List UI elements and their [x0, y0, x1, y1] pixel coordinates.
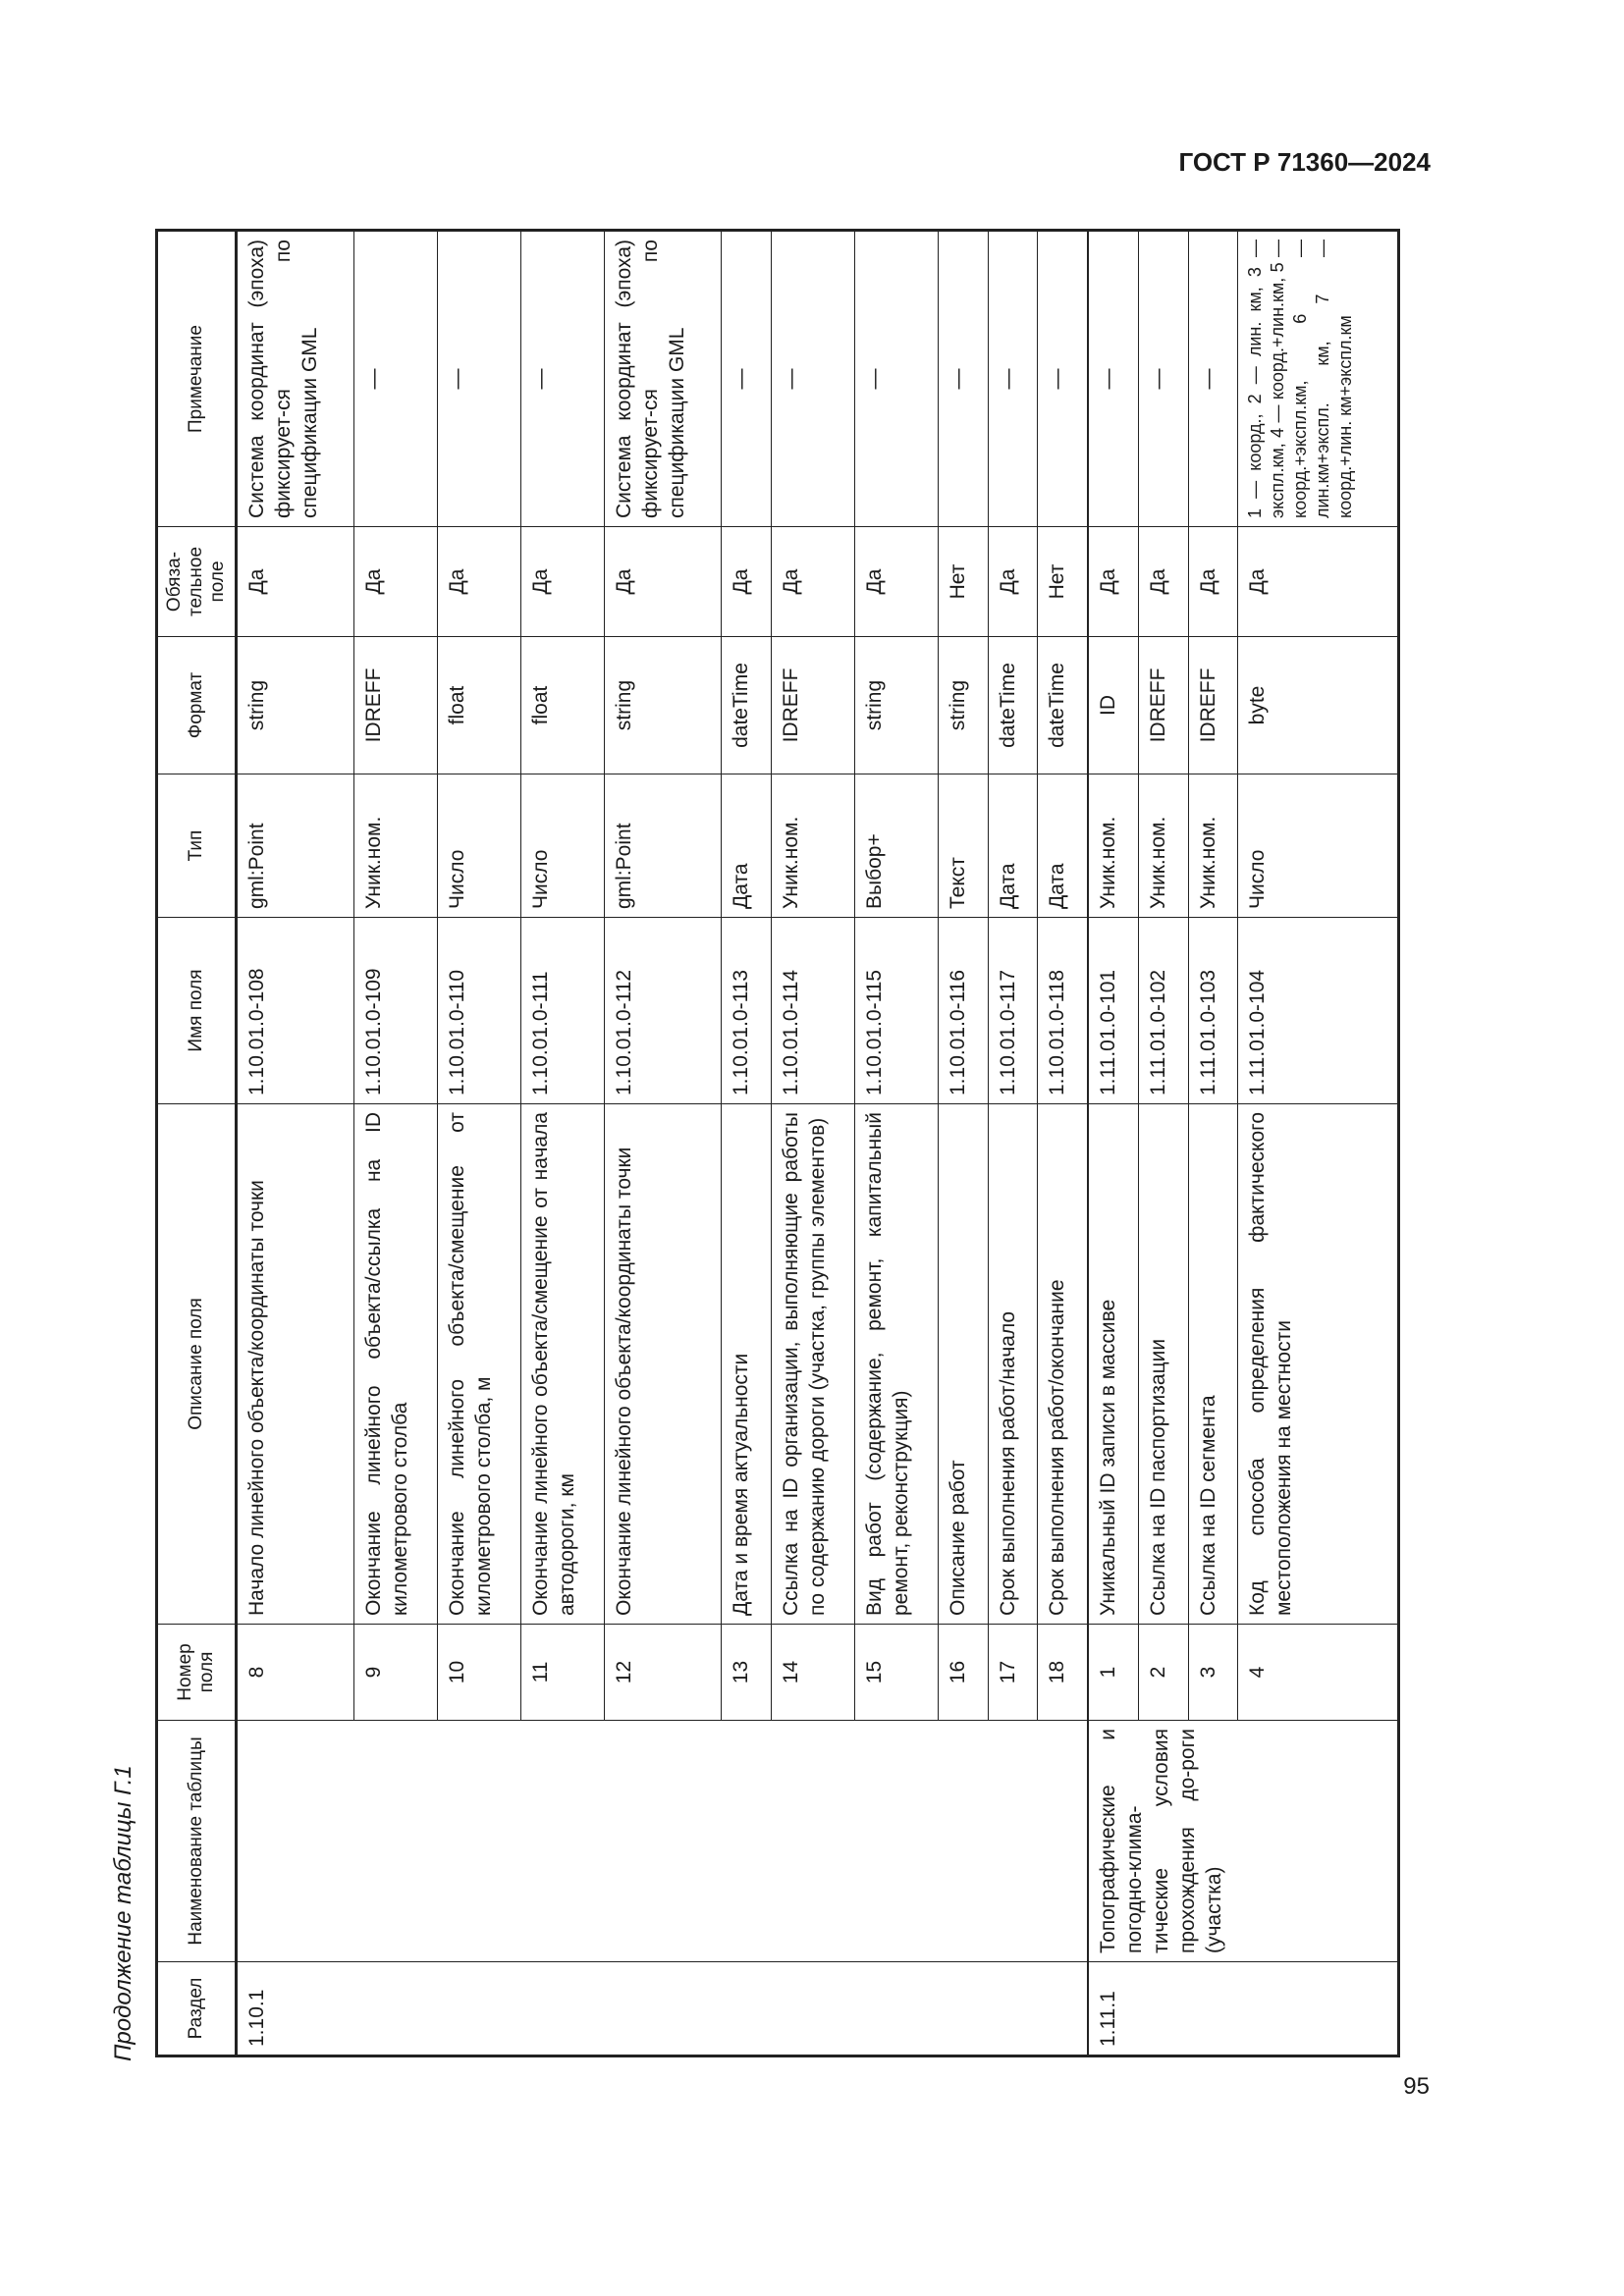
- required-cell: Нет: [938, 527, 988, 637]
- field-number-cell: 11: [521, 1625, 605, 1721]
- note-cell: —: [938, 231, 988, 527]
- description-cell: Уникальный ID записи в массиве: [1088, 1104, 1138, 1625]
- format-cell: string: [938, 637, 988, 774]
- type-cell: gml:Point: [237, 774, 354, 918]
- field-name-cell: 1.10.01.0-115: [854, 918, 938, 1104]
- field-number-cell: 3: [1188, 1625, 1238, 1721]
- section-cell: 1.10.1: [237, 1962, 1089, 2056]
- description-cell: Ссылка на ID сегмента: [1188, 1104, 1238, 1625]
- field-number-cell: 8: [237, 1625, 354, 1721]
- note-cell: 1 — коорд., 2 — лин. км, 3 — экспл.км, 4 — коорд.+лин.км, 5 — коорд.+экспл.км, 6 — лин.км+экспл. км, 7 — коорд.+лин. км+экспл.км: [1238, 231, 1399, 527]
- required-cell: Да: [722, 527, 772, 637]
- field-name-cell: 1.10.01.0-116: [938, 918, 988, 1104]
- col-header-section: Раздел: [157, 1962, 237, 2056]
- field-number-cell: 14: [772, 1625, 855, 1721]
- field-name-cell: 1.11.01.0-104: [1238, 918, 1399, 1104]
- required-cell: Да: [438, 527, 521, 637]
- format-cell: string: [237, 637, 354, 774]
- page-number: 95: [1403, 2073, 1430, 2100]
- field-number-cell: 2: [1138, 1625, 1188, 1721]
- required-cell: Да: [988, 527, 1038, 637]
- table-name-cell: Топографические и погодно-клима-тические условия прохождения до-роги (участка): [1088, 1721, 1398, 1962]
- field-number-cell: 4: [1238, 1625, 1399, 1721]
- note-cell: —: [1038, 231, 1088, 527]
- field-name-cell: 1.10.01.0-109: [354, 918, 438, 1104]
- type-cell: Уник.ном.: [1138, 774, 1188, 918]
- format-cell: IDREFF: [772, 637, 855, 774]
- type-cell: Выбор+: [854, 774, 938, 918]
- col-header-description: Описание поля: [157, 1104, 237, 1625]
- table-row: [237, 231, 354, 2056]
- note-cell: Система координат (эпоха) фиксирует-ся по спецификации GML: [237, 231, 354, 527]
- table-row: [1088, 231, 1138, 2056]
- field-number-cell: 12: [605, 1625, 722, 1721]
- format-cell: byte: [1238, 637, 1399, 774]
- field-number-cell: 13: [722, 1625, 772, 1721]
- description-cell: Окончание линейного объекта/смещение от начала автодороги, км: [521, 1104, 605, 1625]
- field-number-cell: 10: [438, 1625, 521, 1721]
- format-cell: float: [521, 637, 605, 774]
- col-header-required: Обяза-тельное поле: [157, 527, 237, 637]
- format-cell: IDREFF: [354, 637, 438, 774]
- type-cell: Дата: [1038, 774, 1088, 918]
- description-cell: Вид работ (содержание, ремонт, капитальный ремонт, реконструкция): [854, 1104, 938, 1625]
- type-cell: Уник.ном.: [354, 774, 438, 918]
- required-cell: Да: [1088, 527, 1138, 637]
- note-cell: —: [1188, 231, 1238, 527]
- required-cell: Да: [772, 527, 855, 637]
- format-cell: dateTime: [1038, 637, 1088, 774]
- col-header-note: Примечание: [157, 231, 237, 527]
- field-number-cell: 17: [988, 1625, 1038, 1721]
- required-cell: Да: [854, 527, 938, 637]
- field-name-cell: 1.10.01.0-111: [521, 918, 605, 1104]
- note-cell: —: [854, 231, 938, 527]
- type-cell: Уник.ном.: [1088, 774, 1138, 918]
- type-cell: Текст: [938, 774, 988, 918]
- note-cell: —: [438, 231, 521, 527]
- field-name-cell: 1.11.01.0-102: [1138, 918, 1188, 1104]
- col-header-field-number: Номер поля: [157, 1625, 237, 1721]
- description-cell: Дата и время актуальности: [722, 1104, 772, 1625]
- col-header-table-name: Наименование таблицы: [157, 1721, 237, 1962]
- required-cell: Да: [605, 527, 722, 637]
- field-name-cell: 1.10.01.0-110: [438, 918, 521, 1104]
- type-cell: Число: [521, 774, 605, 918]
- field-name-cell: 1.10.01.0-114: [772, 918, 855, 1104]
- field-name-cell: 1.11.01.0-101: [1088, 918, 1138, 1104]
- description-cell: Окончание линейного объекта/смещение от километрового столба, м: [438, 1104, 521, 1625]
- note-cell: —: [1138, 231, 1188, 527]
- format-cell: IDREFF: [1138, 637, 1188, 774]
- type-cell: Число: [1238, 774, 1399, 918]
- type-cell: Число: [438, 774, 521, 918]
- description-cell: Срок выполнения работ/окончание: [1038, 1104, 1088, 1625]
- required-cell: Да: [1138, 527, 1188, 637]
- type-cell: Уник.ном.: [772, 774, 855, 918]
- field-name-cell: 1.10.01.0-117: [988, 918, 1038, 1104]
- required-cell: Нет: [1038, 527, 1088, 637]
- required-cell: Да: [1188, 527, 1238, 637]
- field-name-cell: 1.10.01.0-113: [722, 918, 772, 1104]
- format-cell: dateTime: [988, 637, 1038, 774]
- description-cell: Окончание линейного объекта/ссылка на ID километрового столба: [354, 1104, 438, 1625]
- format-cell: IDREFF: [1188, 637, 1238, 774]
- col-header-format: Формат: [157, 637, 237, 774]
- format-cell: dateTime: [722, 637, 772, 774]
- type-cell: gml:Point: [605, 774, 722, 918]
- format-cell: ID: [1088, 637, 1138, 774]
- note-cell: —: [772, 231, 855, 527]
- description-cell: Начало линейного объекта/координаты точки: [237, 1104, 354, 1625]
- type-cell: Дата: [722, 774, 772, 918]
- format-cell: string: [605, 637, 722, 774]
- required-cell: Да: [354, 527, 438, 637]
- format-cell: string: [854, 637, 938, 774]
- field-name-cell: 1.10.01.0-108: [237, 918, 354, 1104]
- field-number-cell: 16: [938, 1625, 988, 1721]
- type-cell: Уник.ном.: [1188, 774, 1238, 918]
- note-cell: Система координат (эпоха) фиксирует-ся по спецификации GML: [605, 231, 722, 527]
- note-cell: —: [988, 231, 1038, 527]
- required-cell: Да: [1238, 527, 1399, 637]
- description-cell: Ссылка на ID организации, выполняющие работы по содержанию дороги (участка, группы элементов): [772, 1104, 855, 1625]
- field-number-cell: 1: [1088, 1625, 1138, 1721]
- table-name-cell: [237, 1721, 1089, 1962]
- required-cell: Да: [237, 527, 354, 637]
- rotated-table-container: [155, 232, 1400, 2057]
- description-cell: Окончание линейного объекта/координаты точки: [605, 1104, 722, 1625]
- format-cell: float: [438, 637, 521, 774]
- note-cell: —: [722, 231, 772, 527]
- description-cell: Описание работ: [938, 1104, 988, 1625]
- document-code: ГОСТ Р 71360—2024: [1178, 147, 1431, 177]
- required-cell: Да: [521, 527, 605, 637]
- note-cell: —: [354, 231, 438, 527]
- type-cell: Дата: [988, 774, 1038, 918]
- description-cell: Срок выполнения работ/начало: [988, 1104, 1038, 1625]
- note-cell: —: [1088, 231, 1138, 527]
- description-cell: Ссылка на ID паспортизации: [1138, 1104, 1188, 1625]
- section-cell: 1.11.1: [1088, 1962, 1398, 2056]
- field-name-cell: 1.10.01.0-112: [605, 918, 722, 1104]
- field-number-cell: 18: [1038, 1625, 1088, 1721]
- header-row: [157, 231, 237, 2056]
- description-cell: Код способа определения фактического местоположения на местности: [1238, 1104, 1399, 1625]
- col-header-type: Тип: [157, 774, 237, 918]
- field-name-cell: 1.10.01.0-118: [1038, 918, 1088, 1104]
- field-number-cell: 9: [354, 1625, 438, 1721]
- table-caption: Продолжение таблицы Г.1: [110, 1765, 136, 2061]
- note-cell: —: [521, 231, 605, 527]
- field-name-cell: 1.11.01.0-103: [1188, 918, 1238, 1104]
- field-number-cell: 15: [854, 1625, 938, 1721]
- fields-table: [155, 229, 1400, 2057]
- col-header-field-name: Имя поля: [157, 918, 237, 1104]
